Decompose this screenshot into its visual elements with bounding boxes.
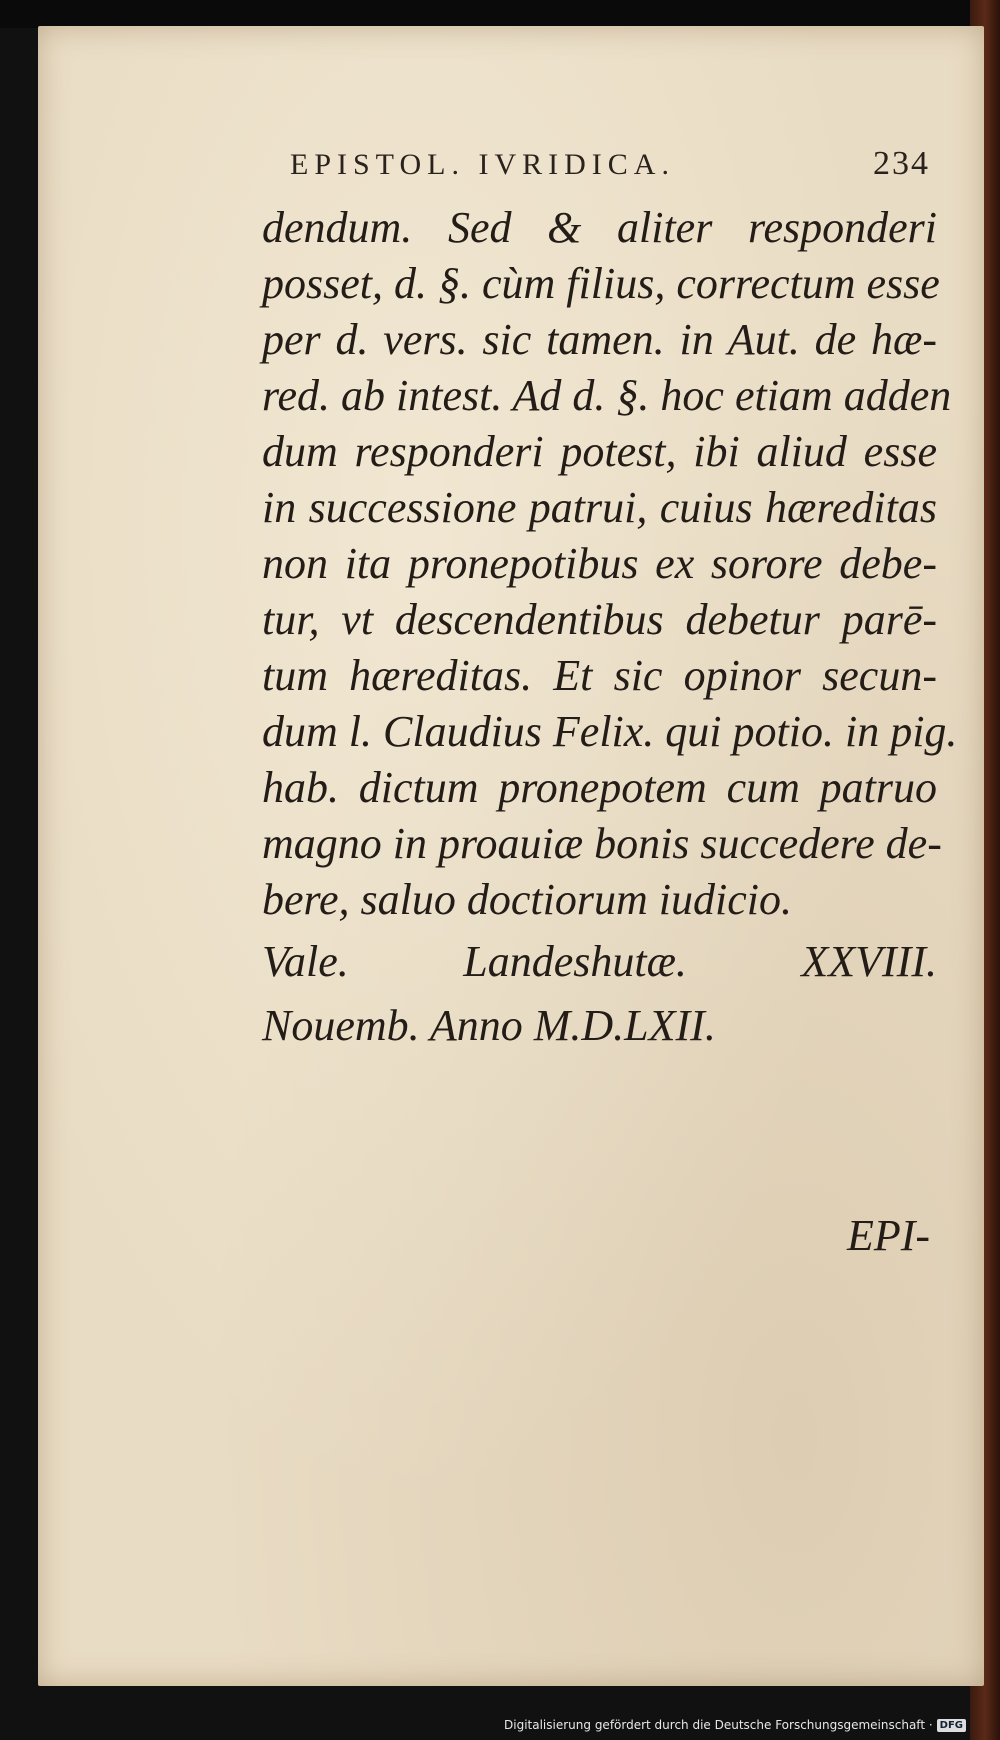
running-head: EPISTOL. IVRIDICA.	[290, 148, 675, 181]
text-line: in successione patrui, cuius hæreditas	[262, 483, 937, 532]
text-line: red. ab intest. Ad d. §. hoc etiam adden	[262, 371, 952, 420]
text-line: tum hæreditas. Et sic opinor secun-	[262, 651, 937, 700]
digitization-credit	[504, 1718, 966, 1732]
text-line: magno in proauiæ bonis succedere de-	[262, 819, 942, 868]
dfg-logo: DFG	[937, 1719, 966, 1732]
text-line: posset, d. §. cùm filius, correctum esse	[262, 259, 940, 308]
text-line: dum l. Claudius Felix. qui potio. in pig.	[262, 707, 958, 756]
body-text	[262, 200, 958, 1054]
page-header	[290, 145, 930, 183]
text-line: non ita pronepotibus ex sorore debe-	[262, 539, 937, 588]
book-edge-top	[0, 0, 1000, 28]
text-line: dendum. Sed & aliter responderi	[262, 203, 937, 252]
text-line: bere, saluo doctiorum iudicio.	[262, 875, 792, 924]
text-line: per d. vers. sic tamen. in Aut. de hæ-	[262, 315, 937, 364]
catchword: EPI-	[846, 1211, 930, 1260]
text-line: Nouemb. Anno M.D.LXII.	[262, 1001, 716, 1050]
text-line: tur, vt descendentibus debetur parē-	[262, 595, 937, 644]
credit-text: Digitalisierung gefördert durch die Deutsche Forschungsgemeinschaft ·	[504, 1718, 933, 1732]
text-line: Vale. Landeshutæ. XXVIII.	[262, 937, 937, 986]
text-line: hab. dictum pronepotem cum patruo	[262, 763, 937, 812]
page-number: 234	[873, 145, 930, 182]
text-line: dum responderi potest, ibi aliud esse	[262, 427, 937, 476]
